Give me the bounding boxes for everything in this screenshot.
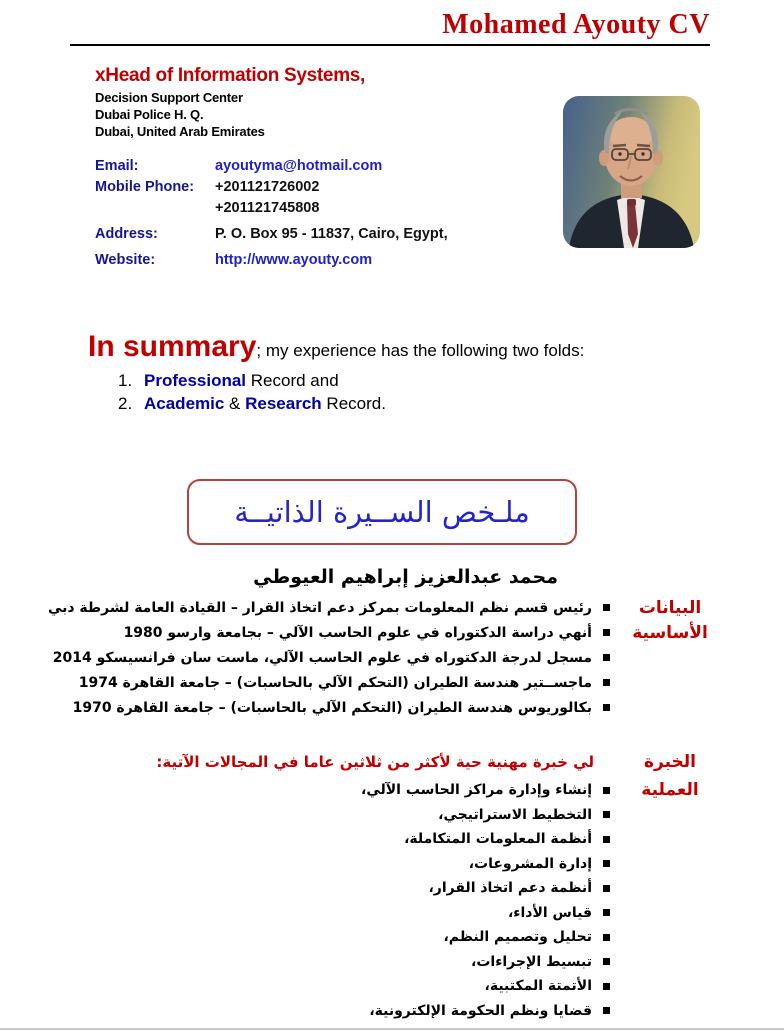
website-link[interactable]: http://www.ayouty.com xyxy=(215,252,373,268)
experience-row xyxy=(40,999,720,1024)
title-divider xyxy=(70,44,710,46)
mobile-label: Mobile Phone: xyxy=(95,179,195,195)
bullet-square-icon xyxy=(592,983,620,990)
bullet-square-icon xyxy=(592,885,620,892)
experience-bullet: التخطيط الاستراتيجي، xyxy=(438,806,592,823)
bullet-square-icon xyxy=(592,811,620,818)
experience-row xyxy=(40,827,720,852)
bullet-square-icon xyxy=(592,654,620,661)
experience-bullet: الأتمتة المكتبية، xyxy=(484,978,592,995)
experience-bullet: تبسيط الإجراءات، xyxy=(471,953,592,970)
bullet-square-icon xyxy=(592,604,620,611)
keyword-academic: Academic xyxy=(144,394,225,413)
page-title: Mohamed Ayouty CV xyxy=(442,9,710,40)
email-row xyxy=(95,156,535,177)
bullet-square-icon xyxy=(592,958,620,965)
bullet-square-icon xyxy=(592,1007,620,1014)
mobile-number-2: +201121745808 xyxy=(215,200,320,216)
basic-data-section xyxy=(40,595,720,720)
experience-bullet: أنظمة دعم اتخاذ القرار، xyxy=(428,880,592,897)
basic-data-bullet: مسجل لدرجة الدكتوراه في علوم الحاسب الآلي، ماست سان فرانسيسكو 2014 xyxy=(52,649,592,666)
experience-row xyxy=(40,974,720,999)
mobile-number-1: +201121726002 xyxy=(215,179,320,195)
basic-data-bullet: رئيس قسم نظم المعلومات بمركز دعم اتخاذ القرار – القيادة العامة لشرطة دبي xyxy=(47,599,592,616)
experience-row xyxy=(40,803,720,828)
experience-row xyxy=(40,876,720,901)
item-number: 1. xyxy=(118,371,133,390)
org-line: Decision Support Center xyxy=(95,90,243,105)
section-label-basic-data-1: البيانات xyxy=(638,597,702,618)
basic-data-bullet: بكالوريوس هندسة الطيران (التحكم الآلي بالحاسبات) – جامعة القاهرة 1970 xyxy=(72,699,592,716)
mobile-row-2 xyxy=(95,198,535,219)
experience-bullet: قضايا ونظم الحكومة الإلكترونية، xyxy=(369,1002,592,1019)
summary-item-2 xyxy=(118,392,584,415)
experience-bullet: قياس الأداء، xyxy=(507,904,592,921)
contact-block xyxy=(95,156,535,271)
keyword-research: Research xyxy=(245,394,322,413)
experience-row xyxy=(40,925,720,950)
email-link[interactable]: ayoutyma@hotmail.com xyxy=(215,158,383,174)
arabic-summary-box xyxy=(187,479,577,545)
experience-row xyxy=(40,950,720,975)
email-label: Email: xyxy=(95,158,139,174)
bullet-square-icon xyxy=(592,836,620,843)
website-row xyxy=(95,250,535,271)
bullet-square-icon xyxy=(592,679,620,686)
experience-row xyxy=(40,852,720,877)
portrait-photo-image xyxy=(563,96,700,248)
experience-row xyxy=(40,901,720,926)
experience-row xyxy=(40,778,720,803)
basic-data-bullet: ماجســتير هندسة الطيران (التحكم الآلي بالحاسبات) – جامعة القاهرة 1974 xyxy=(78,674,592,691)
basic-data-row xyxy=(40,620,720,645)
experience-intro: لي خبرة مهنية حية لأكثر من ثلاثين عاما في المجالات الآتية: xyxy=(156,753,594,771)
bullet-square-icon xyxy=(592,934,620,941)
website-label: Website: xyxy=(95,252,156,268)
bullet-square-icon xyxy=(592,909,620,916)
mobile-row xyxy=(95,177,535,198)
item-rest: Record and xyxy=(246,371,339,390)
org-line: Dubai, United Arab Emirates xyxy=(95,124,265,139)
summary-heading-suffix: ; my experience has the following two folds: xyxy=(256,341,585,360)
experience-bullet: إدارة المشروعات، xyxy=(468,855,592,872)
section-label-basic-data-2: الأساسية xyxy=(632,622,708,643)
summary-item-1 xyxy=(118,369,584,392)
experience-bullet: تحليل وتصميم النظم، xyxy=(443,929,592,946)
basic-data-row xyxy=(40,670,720,695)
basic-data-row xyxy=(40,645,720,670)
keyword-professional: Professional xyxy=(144,371,247,390)
basic-data-bullet: أنهي دراسة الدكتوراه في علوم الحاسب الآلي – بجامعة وارسو 1980 xyxy=(123,624,592,641)
experience-intro-row xyxy=(40,746,720,778)
page-bottom-divider xyxy=(0,1028,784,1030)
summary-heading: In summary xyxy=(88,330,257,363)
summary-section xyxy=(88,330,584,415)
summary-list xyxy=(88,369,584,415)
experience-section xyxy=(40,746,720,1023)
section-label-experience-1: الخبرة xyxy=(643,752,696,772)
section-label-experience-2: العملية xyxy=(641,780,699,801)
address-row xyxy=(95,224,535,245)
item-rest: Record. xyxy=(321,394,386,413)
basic-data-row xyxy=(40,695,720,720)
org-line: Dubai Police H. Q. xyxy=(95,107,204,122)
bullet-square-icon xyxy=(592,704,620,711)
arabic-summary-box-title: ملـخص الســيرة الذاتيــة xyxy=(234,495,530,529)
organization-block xyxy=(95,89,265,140)
position-title: xHead of Information Systems, xyxy=(95,65,366,86)
basic-data-row xyxy=(40,595,720,620)
experience-bullet: أنظمة المعلومات المتكاملة، xyxy=(404,831,592,848)
bullet-square-icon xyxy=(592,860,620,867)
item-separator: & xyxy=(224,394,246,413)
mobile-label-spacer xyxy=(95,198,215,219)
bullet-square-icon xyxy=(592,629,620,636)
address-value: P. O. Box 95 - 11837, Cairo, Egypt, xyxy=(215,226,448,242)
experience-bullet: إنشاء وإدارة مراكز الحاسب الآلي، xyxy=(361,782,592,799)
item-number: 2. xyxy=(118,394,133,413)
address-label: Address: xyxy=(95,226,158,242)
portrait-photo xyxy=(563,96,700,248)
arabic-name: محمد عبدالعزيز إبراهيم العيوطي xyxy=(253,566,558,588)
bullet-square-icon xyxy=(592,787,620,794)
